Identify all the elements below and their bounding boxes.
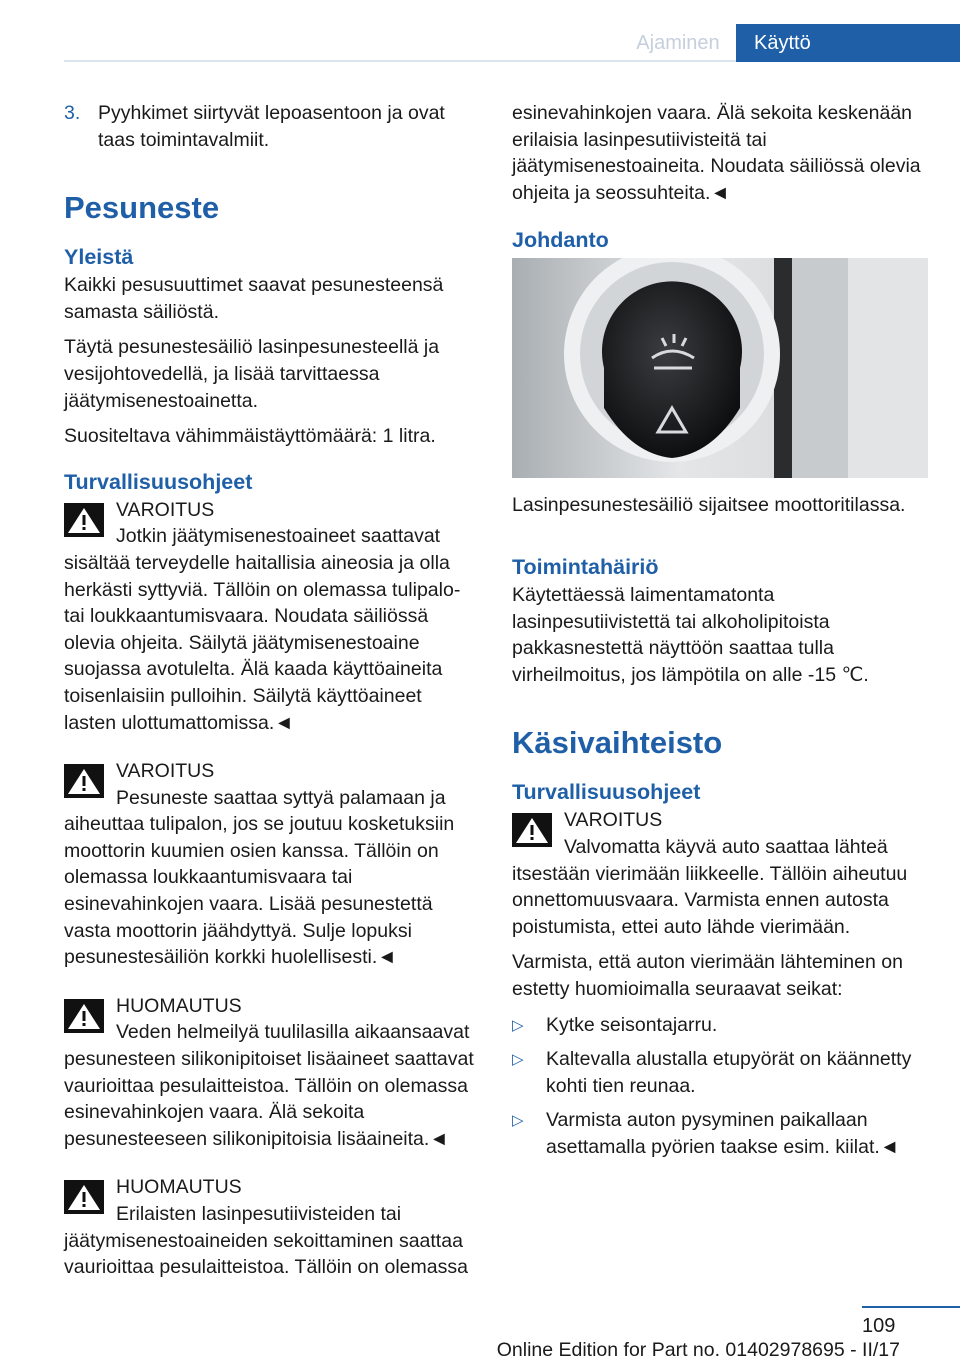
warning-title: VAROITUS — [116, 760, 215, 783]
list-item — [512, 1012, 926, 1039]
heading-johdanto: Johdanto — [512, 228, 609, 253]
heading-turvallisuusohjeet: Turvallisuusohjeet — [512, 780, 701, 805]
list-item — [512, 1107, 926, 1160]
paragraph: esinevahinkojen vaara. Älä sekoita keskenään erilaisia lasinpesutiivisteitä tai jäätymisenestoaineita. Noudata säiliössä olevia ohjeita ja seossuhteita.◄ — [512, 102, 921, 204]
warning-title: VAROITUS — [116, 498, 215, 521]
notice-title: HUOMAUTUS — [116, 994, 242, 1017]
warning-triangle-icon — [512, 813, 552, 847]
warning-triangle-icon — [64, 503, 104, 537]
list-item-text: Kaltevalla alustalla etupyörät on käännetty kohti tien reunaa. — [546, 1048, 912, 1097]
item-number: 3. — [64, 102, 81, 124]
notice-block — [64, 993, 478, 1153]
right-column — [512, 100, 926, 1168]
notice-title: HUOMAUTUS — [116, 1176, 242, 1199]
triangle-bullet-icon: ▷ — [512, 1112, 524, 1130]
left-column — [64, 100, 478, 1290]
heading-turvallisuusohjeet: Turvallisuusohjeet — [64, 469, 253, 494]
notice-block — [64, 1174, 478, 1280]
paragraph: Kaikki pesusuuttimet saavat pesunesteensä samasta säiliöstä. — [64, 274, 444, 323]
triangle-bullet-icon: ▷ — [512, 1016, 524, 1034]
warning-block — [64, 497, 478, 736]
warning-text: Valvomatta käyvä auto saattaa lähteä itsestään vierimään liikkeelle. Tällöin aiheutuu onnettomuusvaara. Varmista ennen autosta poistumista, ettei auto lähde vierimään. — [512, 835, 908, 938]
warning-triangle-icon — [64, 1180, 104, 1214]
header-tab: Käyttö — [736, 24, 960, 62]
triangle-bullet-icon: ▷ — [512, 1051, 524, 1069]
photo-caption: Lasinpesunestesäiliö sijaitsee moottoritilassa. — [512, 494, 906, 517]
paragraph: Varmista, että auton vierimään lähteminen on estetty huomioimalla seuraavat seikat: — [512, 951, 903, 1000]
washer-reservoir-photo — [512, 258, 928, 478]
list-item-text: Kytke seisontajarru. — [546, 1013, 718, 1036]
page-number: 109 — [862, 1315, 896, 1337]
heading-kasivaihteisto: Käsivaihteisto — [512, 725, 723, 761]
paragraph: Täytä pesunestesäiliö lasinpesunesteellä ja vesijohtovedellä, ja lisää tarvittaessa jäätymisenestoainetta. — [64, 336, 440, 412]
footer-rule — [862, 1306, 960, 1308]
warning-block — [512, 807, 926, 940]
warning-text: Jotkin jäätymisenestoaineet saattavat sisältää terveydelle haitallisia aineosia ja olla herkästi syttyviä. Tällöin on olemassa tulipalo- tai loukkaantumisvaara. Noudata säiliössä olevia ohjeita. Säilytä jäätymisenestoaine suojassa avotulelta. Älä kaada käyttöaineita toisenlaisiin pulloihin. Säilytä käyttöaineet lasten ulottumattomissa.◄ — [64, 525, 461, 734]
heading-toimintahairio: Toimintahäiriö — [512, 554, 659, 579]
list-item — [512, 1046, 926, 1099]
warning-triangle-icon — [64, 764, 104, 798]
heading-yleista: Yleistä — [64, 245, 134, 270]
header-section: Ajaminen — [636, 32, 720, 54]
edition-note: Online Edition for Part no. 01402978695 - II/17 — [496, 1339, 900, 1361]
notice-text: Veden helmeilyä tuulilasilla aikaansaavat pesunesteen silikonipitoiset lisäaineet saattavat vaurioittaa pesulaitteistoa. Tällöin on olemassa esinevahinkojen vaara. Älä sekoita pesunesteeseen silikonipitoisia lisäaineita.◄ — [64, 1021, 474, 1150]
warning-text: Pesuneste saattaa syttyä palamaan ja aiheuttaa tulipalon, jos se joutuu kosketuksiin moottorin kuumien osien kanssa. Tällöin on olemassa loukkaantumisvaara tai esinevahinkojen vaara. Lisää pesunestettä vasta moottorin jäähdyttyä. Sulje lopuksi pesunestesäiliön korkki huolellisesti.◄ — [64, 786, 455, 969]
warning-triangle-icon — [64, 999, 104, 1033]
list-item — [64, 100, 478, 153]
warning-block — [64, 758, 478, 971]
list-item-text: Varmista auton pysyminen paikallaan asettamalla pyörien taakse esim. kiilat.◄ — [546, 1109, 900, 1158]
item-text: Pyyhkimet siirtyvät lepoasentoon ja ovat taas toimintavalmiit. — [98, 102, 445, 151]
notice-text: Erilaisten lasinpesutiivisteiden tai jäätymisenestoaineiden sekoittaminen saattaa vaurioittaa pesulaitteistoa. Tällöin on olemassa — [64, 1203, 468, 1279]
paragraph: Käytettäessä laimentamatonta lasinpesutiivistettä tai alkoholipitoista pakkasnestettä näyttöön saattaa tulla virheilmoitus, jos lämpötila on alle -15 ℃. — [512, 583, 869, 686]
heading-pesuneste: Pesuneste — [64, 190, 220, 226]
warning-title: VAROITUS — [564, 809, 663, 832]
paragraph: Suositeltava vähimmäistäyttömäärä: 1 litra. — [64, 425, 436, 448]
